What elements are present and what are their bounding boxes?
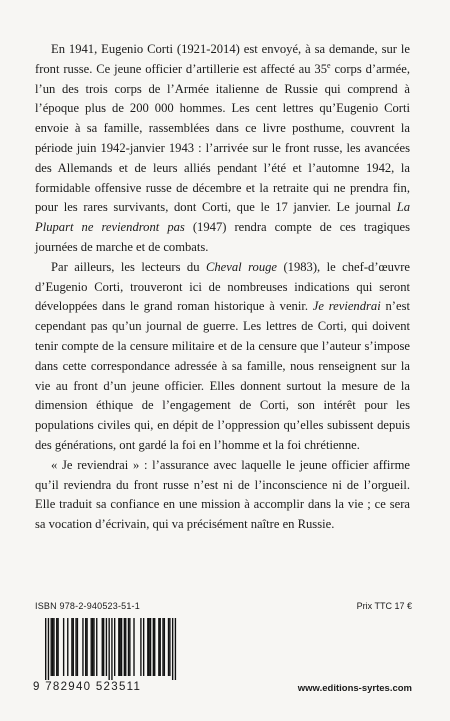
barcode-digits: 9 782940 523511	[33, 680, 179, 693]
paragraph-1-part-c: (1947) rendra compte de ces tragiques journées de marche et de combats.	[35, 220, 410, 254]
barcode-bar	[154, 618, 155, 676]
barcode-bar	[71, 618, 72, 676]
back-cover-text	[35, 40, 410, 535]
barcode-bar	[91, 618, 92, 676]
barcode-bar	[52, 618, 53, 676]
barcode-bar	[175, 618, 176, 682]
barcode	[33, 618, 179, 698]
barcode-bar	[92, 618, 93, 676]
barcode-bar	[124, 618, 125, 676]
paragraph-2-part-a: Par ailleurs, les lecteurs du	[51, 259, 206, 274]
paragraph-1-part-a: En 1941, Eugenio Corti (1921-2014) est envoyé, à sa demande, sur le front russe. Ce jeune officier d’artillerie est affecté au 35	[35, 42, 410, 76]
barcode-bar	[51, 618, 52, 676]
publisher-website: www.editions-syrtes.com	[297, 683, 412, 694]
barcode-bar	[153, 618, 154, 676]
barcode-bar	[93, 618, 94, 676]
barcode-bar	[149, 618, 150, 676]
barcode-bar	[86, 618, 87, 676]
barcode-bar	[143, 618, 144, 676]
barcode-bar	[121, 618, 122, 676]
price-label: Prix TTC 17 €	[356, 601, 412, 611]
paragraph-2-part-b: (1983), le chef-d’œuvre d’Eugenio Corti, trouveront ici de nombreuses indications qui seront développées dans le grand roman historique à venir.	[35, 259, 410, 314]
barcode-bar	[82, 618, 83, 676]
barcode-bar	[67, 618, 68, 676]
barcode-bar	[108, 618, 109, 682]
barcode-bar	[162, 618, 163, 676]
barcode-bar	[168, 618, 169, 676]
barcode-bar	[118, 618, 119, 676]
book-title-la-plupart: La Plupart ne reviendront pas	[35, 200, 410, 235]
isbn-label: ISBN 978-2-940523-51-1	[35, 601, 140, 611]
barcode-bar	[57, 618, 58, 676]
paragraph-1-part-b: corps d’armée, l’un des trois corps de l’Armée italienne de Russie qui comprend à l’époque plus de 200 000 hommes. Les cent lettres qu’Eugenio Corti envoie à sa famille, rassemblées dans ce livre posthume, couvrent la période juin 1942-janvier 1943 : l’arrivée sur le front russe, les avancées des Allemands et de leurs alliés pendant l’été et l’automne 1942, la formidable offensive russe de décembre et la retraite qui ne prendra fin, pour les rares survivants, dont Corti, que le 17 janvier. Le journal	[35, 61, 410, 215]
barcode-bar	[45, 618, 46, 682]
book-title-cheval-rouge: Cheval rouge	[205, 259, 278, 274]
barcode-bar	[63, 618, 64, 676]
barcode-bar	[169, 618, 170, 676]
barcode-bar	[53, 618, 54, 676]
barcode-bar	[125, 618, 126, 676]
paragraph-2-part-c: n’est cependant pas qu’un journal de guerre. Les lettres de Corti, qui doivent tenir compte de la censure militaire et de la censure que l’auteur s’impose dans cette correspondance adressée à sa famille, nous renseignent sur la vie au front d’un jeune officier. Elles donnent surtout la mesure de la dimension éthique de l’engagement de Corti, son intérêt pour les populations civiles qui, en dépit de l’oppression qu’elles subissent depuis des générations, ont gardé la foi en l’homme et la foi chrétienne.	[35, 299, 410, 452]
barcode-bar	[106, 618, 107, 676]
barcode-bar	[102, 618, 103, 676]
barcode-bar	[133, 618, 134, 676]
barcode-bar	[77, 618, 78, 676]
barcode-bar	[160, 618, 161, 676]
barcode-bar	[128, 618, 129, 676]
barcode-bar	[114, 618, 115, 676]
barcode-bar	[75, 618, 76, 676]
barcode-bars	[33, 618, 179, 682]
barcode-bar	[120, 618, 121, 676]
barcode-bar	[172, 618, 173, 682]
barcode-bar	[56, 618, 57, 676]
paragraph-3: « Je reviendrai » : l’assurance avec laquelle le jeune officier affirme qu’il reviendra du front russe n’est ni de l’inconscience ni de l’orgueil. Elle traduit sa confiance en une mission à accomplir dans la vie ; ce sera sa vocation d’écrivain, qui va précisément naître en Russie.	[35, 457, 410, 532]
book-title-je-reviendrai: Je reviendrai	[312, 299, 381, 314]
barcode-bar	[129, 618, 130, 676]
paragraph-2	[35, 258, 410, 456]
barcode-bar	[147, 618, 148, 676]
barcode-bar	[73, 618, 74, 676]
barcode-bar	[140, 618, 141, 676]
barcode-bar	[111, 618, 112, 682]
barcode-bar	[48, 618, 49, 682]
barcode-bar	[96, 618, 97, 676]
barcode-bar	[103, 618, 104, 676]
barcode-bar	[164, 618, 165, 676]
barcode-bar	[150, 618, 151, 676]
ordinal-superscript: e	[327, 60, 331, 70]
barcode-bar	[158, 618, 159, 676]
paragraph-1	[35, 40, 410, 258]
barcode-bar	[85, 618, 86, 676]
